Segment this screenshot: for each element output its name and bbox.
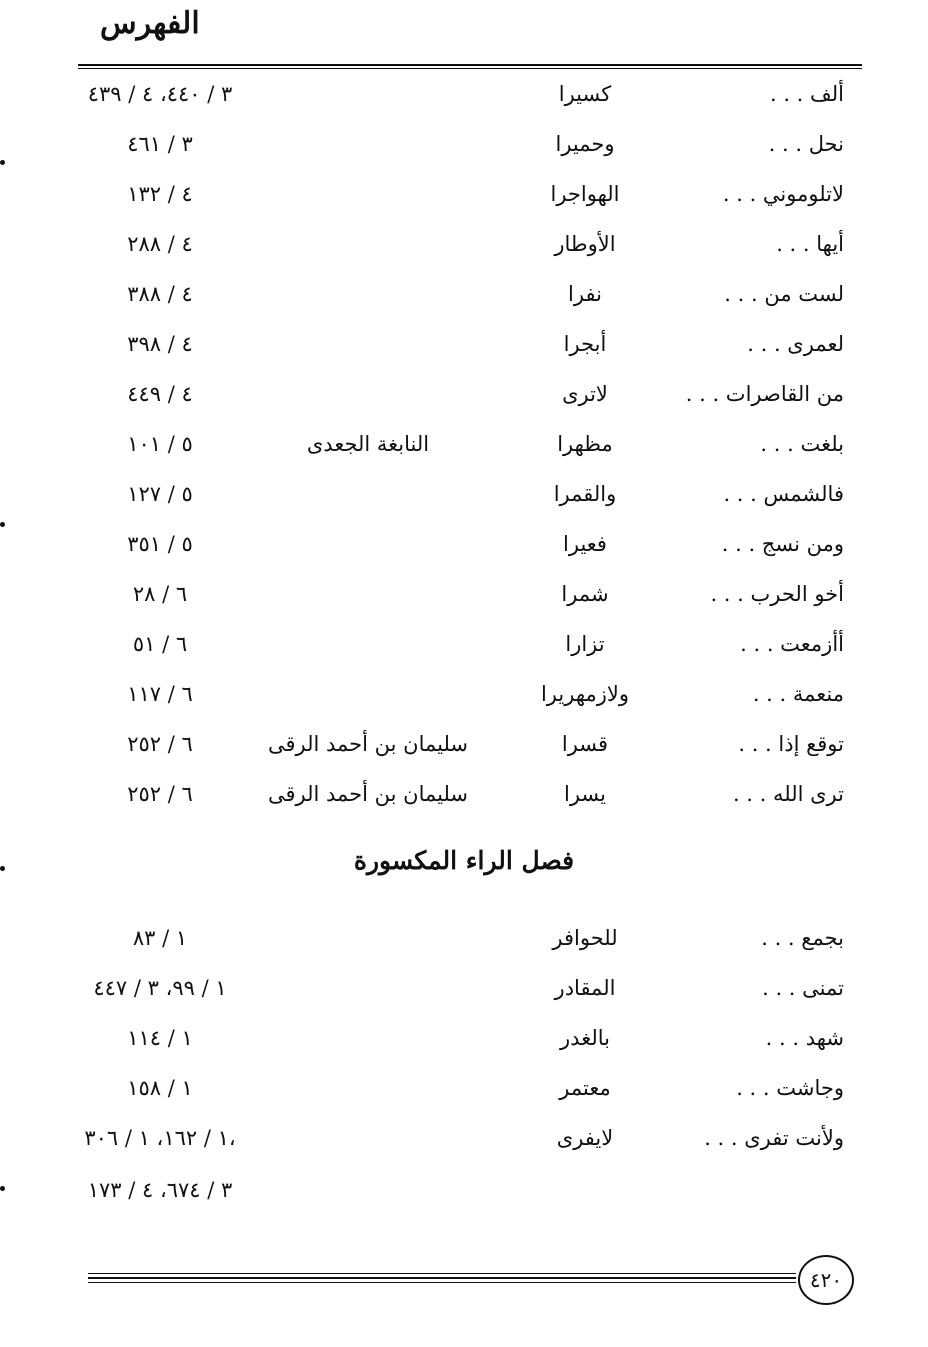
margin-mark (0, 522, 5, 527)
rhyme-word: للحوافر (552, 926, 618, 950)
rhyme-word: لايفرى (556, 1126, 614, 1150)
index-row (0, 926, 928, 966)
volume-page-ref: ٦ / ٢٥٢ (127, 732, 193, 756)
index-row (0, 332, 928, 372)
rhyme-word: قسرا (561, 732, 609, 756)
volume-page-ref: ٦ / ٥١ (132, 632, 188, 656)
verse-start: شهد . . . (765, 1026, 844, 1050)
verse-start: لست من . . . (724, 282, 844, 306)
poet-name: النابغة الجعدى (306, 432, 430, 456)
poet-name: سليمان بن أحمد الرقى (267, 732, 469, 756)
index-row (0, 582, 928, 622)
verse-start: بلغت . . . (760, 432, 844, 456)
rhyme-word: مظهرا (557, 432, 613, 456)
verse-start: ولأنت تفرى . . . (704, 1126, 844, 1150)
volume-page-ref: ١ / ١١٤ (127, 1026, 193, 1050)
verse-start: أخو الحرب . . . (710, 582, 844, 606)
volume-page-ref: ٦ / ٢٥٢ (127, 782, 193, 806)
footer-rule (88, 1273, 796, 1274)
volume-page-ref: ٣ / ٦٧٤، ٤ / ١٧٣ (87, 1178, 233, 1202)
verse-start: فالشمس . . . (723, 482, 844, 506)
volume-page-ref: ١ / ٨٣ (132, 926, 188, 950)
margin-mark (0, 160, 5, 165)
index-row (0, 382, 928, 422)
index-row (0, 182, 928, 222)
index-row (0, 1126, 928, 1166)
volume-page-ref: ٥ / ١٠١ (127, 432, 193, 456)
index-row (0, 632, 928, 672)
volume-page-ref: ٤ / ٢٨٨ (127, 232, 193, 256)
index-row (0, 1026, 928, 1066)
volume-page-ref: ٤ / ٣٩٨ (127, 332, 193, 356)
footer-rule-bottom (88, 1282, 796, 1283)
index-row (0, 1178, 928, 1218)
index-row (0, 732, 928, 772)
verse-start: ومن نسج . . . (721, 532, 844, 556)
index-row (0, 232, 928, 272)
index-row (0, 682, 928, 722)
volume-page-ref: ١ / ٩٩، ٣ / ٤٤٧ (93, 976, 227, 1000)
index-row (0, 976, 928, 1016)
verse-start: أأزمعت . . . (740, 632, 844, 656)
index-row (0, 482, 928, 522)
section-heading: فصل الراء المكسورة (353, 846, 575, 875)
rhyme-word: يسرا (564, 782, 606, 806)
volume-page-ref: ٦ / ٢٨ (132, 582, 188, 606)
rhyme-word: كسيرا (558, 82, 612, 106)
volume-page-ref: ٤ / ٤٤٩ (127, 382, 193, 406)
rhyme-word: أبجرا (563, 332, 607, 356)
header-rule (78, 64, 862, 66)
page-header-title: الفهرس (100, 6, 200, 41)
poet-name: سليمان بن أحمد الرقى (267, 782, 469, 806)
volume-page-ref: ٤ / ١٣٢ (127, 182, 193, 206)
page-number: ٤٢٠ (798, 1255, 854, 1305)
rhyme-word: وحميرا (555, 132, 615, 156)
rhyme-word: الهواجرا (550, 182, 620, 206)
verse-start: منعمة . . . (752, 682, 844, 706)
index-row (0, 282, 928, 322)
volume-page-ref: ١ / ١٥٨ (127, 1076, 193, 1100)
index-row (0, 132, 928, 172)
volume-page-ref: ٣ / ٤٤٠، ٤ / ٤٣٩ (87, 82, 233, 106)
rhyme-word: ولازمهريرا (540, 682, 630, 706)
index-row (0, 1076, 928, 1116)
footer-rule-thick (88, 1277, 796, 1279)
verse-start: توقع إذا . . . (738, 732, 844, 756)
index-row (0, 82, 928, 122)
rhyme-word: معتمر (559, 1076, 611, 1100)
volume-page-ref: ٥ / ٣٥١ (127, 532, 193, 556)
verse-start: بجمع . . . (761, 926, 844, 950)
verse-start: نحل . . . (768, 132, 844, 156)
margin-mark (0, 866, 5, 871)
rhyme-word: المقادر (554, 976, 616, 1000)
volume-page-ref: ٥ / ١٢٧ (127, 482, 193, 506)
index-row (0, 432, 928, 472)
verse-start: أيها . . . (776, 232, 844, 256)
verse-start: ألف . . . (769, 82, 844, 106)
verse-start: ترى الله . . . (732, 782, 844, 806)
volume-page-ref: ١ / ١٦٢، ١ / ٣٠٦، (84, 1126, 236, 1150)
volume-page-ref: ٣ / ٤٦١ (127, 132, 193, 156)
volume-page-ref: ٤ / ٣٨٨ (127, 282, 193, 306)
volume-page-ref: ٦ / ١١٧ (127, 682, 193, 706)
rhyme-word: فعيرا (563, 532, 607, 556)
margin-mark (0, 1186, 5, 1191)
rhyme-word: تزارا (565, 632, 605, 656)
verse-start: لعمرى . . . (747, 332, 844, 356)
rhyme-word: لاترى (562, 382, 608, 406)
rhyme-word: والقمرا (553, 482, 617, 506)
verse-start: وجاشت . . . (736, 1076, 844, 1100)
index-row (0, 532, 928, 572)
rhyme-word: الأوطار (554, 232, 616, 256)
verse-start: تمنى . . . (762, 976, 844, 1000)
header-rule-thin (78, 68, 862, 69)
rhyme-word: شمرا (561, 582, 609, 606)
index-row (0, 782, 928, 822)
rhyme-word: بالغدر (560, 1026, 610, 1050)
verse-start: من القاصرات . . . (685, 382, 844, 406)
verse-start: لاتلوموني . . . (722, 182, 844, 206)
rhyme-word: نفرا (568, 282, 602, 306)
